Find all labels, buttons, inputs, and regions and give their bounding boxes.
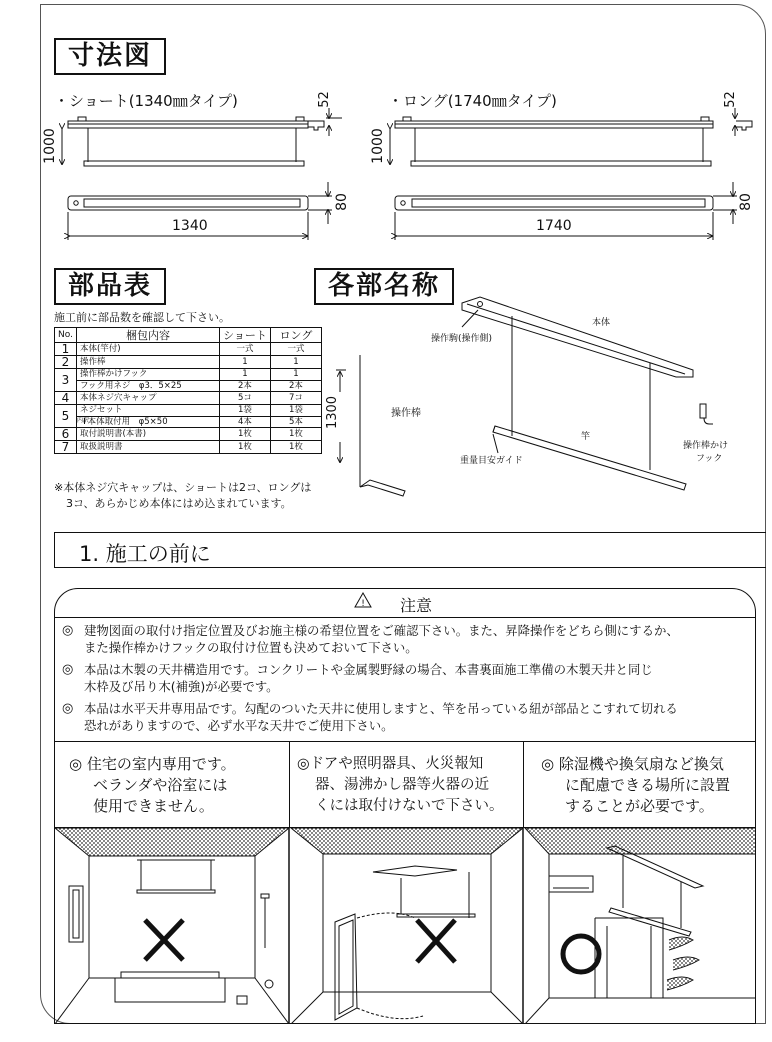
label-1300: 1300 bbox=[325, 395, 341, 430]
header-long: ロング bbox=[270, 328, 321, 343]
parts-names-title: 各部名称 bbox=[314, 268, 454, 305]
table-row: 内訳 本体取付用 φ5×50 4本 5本 bbox=[55, 416, 322, 428]
label-weight-guide: 重量目安ガイド bbox=[460, 456, 523, 466]
header-short: ショート bbox=[219, 328, 270, 343]
header-item: 梱包内容 bbox=[76, 328, 219, 343]
parts-footnote-2: 3コ、あらかじめ本体にはめ込まれています。 bbox=[66, 497, 292, 510]
label-operator: 操作駒(操作側) bbox=[431, 334, 493, 344]
table-row: 4 本体ネジ穴キャップ 5コ 7コ bbox=[55, 392, 322, 405]
table-row: 3 操作棒かけフック 1 1 bbox=[55, 369, 322, 381]
bathroom-illustration bbox=[55, 828, 289, 1024]
dim-52-long: 52 bbox=[722, 91, 738, 108]
table-row: 6 取付説明書(本書) 1枚 1枚 bbox=[55, 428, 322, 441]
table-row: 1 本体(竿付) 一式 一式 bbox=[55, 343, 322, 356]
column-indoor-only: ◎ 住宅の室内専用です。 ベランダや浴室には 使用できません。 bbox=[69, 755, 236, 815]
table-row: フック用ネジ φ3．5×25 2本 2本 bbox=[55, 380, 322, 392]
breakdown-label: 内訳 bbox=[76, 417, 89, 424]
parts-footnote-1: ※本体ネジ穴キャップは、ショートは2コ、ロングは bbox=[54, 481, 312, 494]
label-hook-2: フック bbox=[696, 454, 723, 464]
label-pole: 操作棒 bbox=[391, 408, 421, 419]
door-illustration bbox=[291, 828, 523, 1024]
dimension-title: 寸法図 bbox=[54, 38, 166, 75]
label-rod: 竿 bbox=[581, 432, 591, 442]
table-row: 7 取扱説明書 1枚 1枚 bbox=[55, 441, 322, 454]
table-row: 2 操作棒 1 1 bbox=[55, 356, 322, 369]
label-body: 本体 bbox=[592, 318, 611, 328]
long-side-view bbox=[390, 108, 752, 166]
caution-columns bbox=[54, 742, 756, 828]
parts-table bbox=[54, 327, 322, 454]
long-type-label: ・ロング(1740㎜タイプ) bbox=[388, 92, 557, 110]
caution-item-2: ◎ 本品は木製の天井構造用です。コンクリートや金属製野縁の場合、本書裏面施工準備の木製天井と同じ 木枠及び吊り木(補強)が必要です。 bbox=[62, 662, 653, 694]
caution-item-1: ◎ 建物図面の取付け指定位置及びお施主様の希望位置をご確認下さい。また、昇降操作をどちら側にするか、 また操作棒かけフックの取付け位置も決めておいて下さい。 bbox=[62, 623, 679, 655]
short-type-label: ・ショート(1340㎜タイプ) bbox=[54, 92, 238, 110]
column-ventilation: ◎ 除湿機や換気扇など換気 に配慮できる場所に設置 することが必要です。 bbox=[541, 755, 731, 815]
dim-52-short: 52 bbox=[316, 91, 332, 108]
dim-80-short: 80 bbox=[333, 193, 350, 211]
label-hook-1: 操作棒かけ bbox=[683, 441, 729, 451]
ventilation-illustration bbox=[525, 828, 756, 1024]
dim-1000-long: 1000 bbox=[369, 128, 386, 164]
dim-80-long: 80 bbox=[737, 193, 754, 211]
svg-text:!: ! bbox=[361, 599, 365, 609]
parts-table-title: 部品表 bbox=[54, 268, 166, 305]
caution-item-3: ◎ 本品は水平天井専用品です。勾配のついた天井に使用しますと、竿を吊っている紐が部品とこすれて切れる 恐れがありますので、必ず水平な天井でご使用下さい。 bbox=[62, 701, 678, 733]
column-fire-hazard: ◎ドアや照明器具、火災報知 器、湯沸かし器等火器の近 くには取付けないで下さい。 bbox=[297, 756, 504, 814]
header-no: No. bbox=[55, 328, 77, 343]
width-1740: 1740 bbox=[536, 218, 572, 234]
parts-name-drawing bbox=[336, 297, 713, 496]
caution-title: 注意 bbox=[399, 596, 432, 615]
short-side-view bbox=[62, 108, 342, 166]
table-row: 5 ネジセット 1袋 1袋 bbox=[55, 405, 322, 417]
caution-divider bbox=[55, 617, 755, 618]
illustrations-svg bbox=[55, 828, 756, 1024]
section-header bbox=[54, 532, 766, 568]
parts-note: 施工前に部品数を確認して下さい。 bbox=[54, 311, 230, 324]
section-title: 1. 施工の前に bbox=[79, 542, 211, 566]
dim-1000-short: 1000 bbox=[41, 128, 58, 164]
illustration-row bbox=[54, 828, 756, 1024]
width-1340: 1340 bbox=[172, 218, 208, 234]
